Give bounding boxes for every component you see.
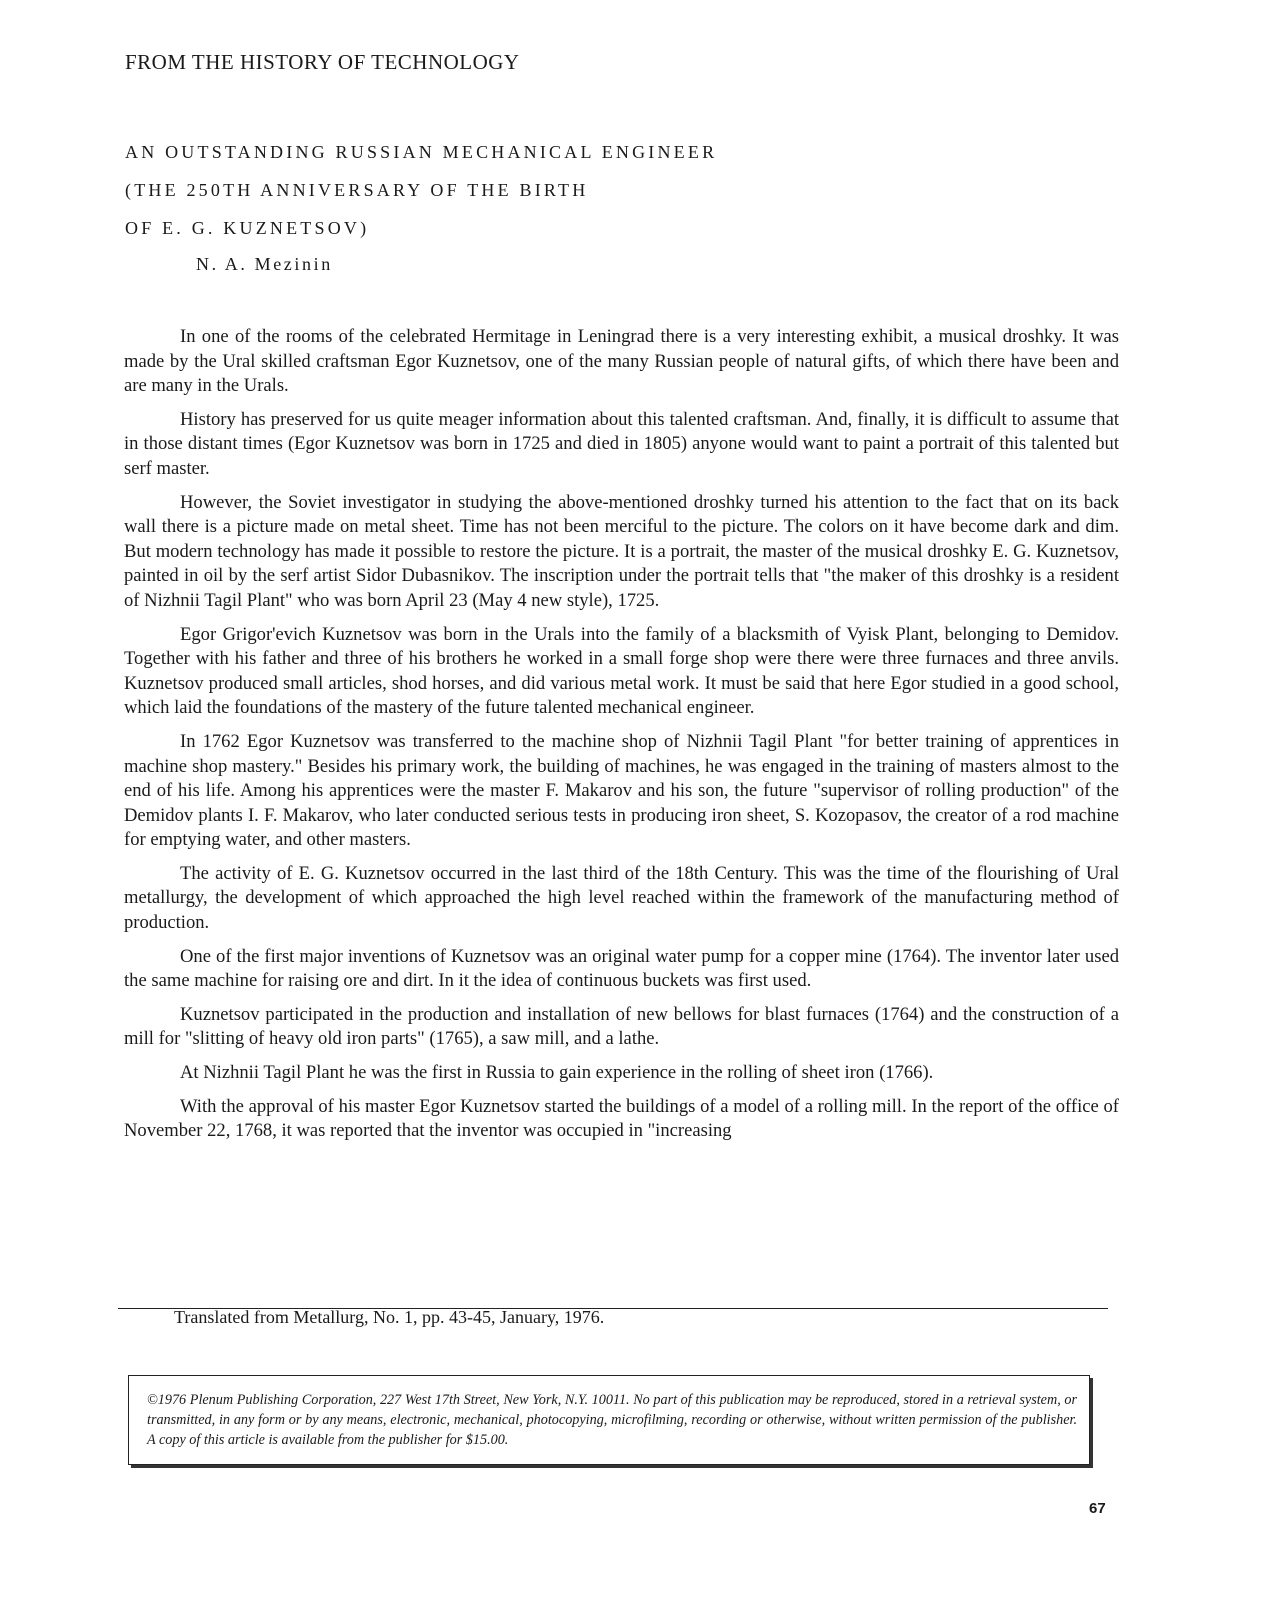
body-paragraph: In 1762 Egor Kuznetsov was transferred to the machine shop of Nizhnii Tagil Plant "for better training of apprentices in machine shop mastery." Besides his primary work, the building of machines, he was engaged in the training of masters almost to the end of his life. Among his apprentices were the master F. Makarov and his son, the future "supervisor of rolling production" of the Demidov plants I. F. Makarov, who later conducted serious tests in producing iron sheet, S. Kozopasov, the creator of a rod machine for emptying water, and other masters. <box>124 730 1119 851</box>
body-paragraph: With the approval of his master Egor Kuznetsov started the buildings of a model of a rolling mill. In the report of the office of November 22, 1768, it was reported that the inventor was occupied in "increasing <box>124 1095 1119 1142</box>
title-line: AN OUTSTANDING RUSSIAN MECHANICAL ENGINEER <box>125 142 718 162</box>
body-paragraph: One of the first major inventions of Kuznetsov was an original water pump for a copper mine (1764). The inventor later used the same machine for raising ore and dirt. In it the idea of continuous buckets was first used. <box>124 945 1119 992</box>
copyright-notice: ©1976 Plenum Publishing Corporation, 227 West 17th Street, New York, N.Y. 10011. No part of this publication may be reproduced, stored in a retrieval system, or transmitted, in any form or by any means, electronic, mechanical, photocopying, microfilming, recording or otherwise, without written permission of the publisher. A copy of this article is available from the publisher for $15.00. <box>147 1392 1077 1448</box>
body-paragraph: However, the Soviet investigator in studying the above-mentioned droshky turned his attention to the fact that on its back wall there is a picture made on metal sheet. Time has not been merciful to the picture. The colors on it have become dark and dim. But modern technology has made it possible to restore the picture. It is a portrait, the master of the musical droshky E. G. Kuznetsov, painted in oil by the serf artist Sidor Dubasnikov. The inscription under the portrait tells that "the maker of this droshky is a resident of Nizhnii Tagil Plant" who was born April 23 (May 4 new style), 1725. <box>124 491 1119 611</box>
body-paragraph: The activity of E. G. Kuznetsov occurred in the last third of the 18th Century. This was the time of the flourishing of Ural metallurgy, the development of which approached the high level reached within the framework of the manufacturing method of production. <box>124 862 1119 934</box>
body-paragraph: History has preserved for us quite meager information about this talented craftsman. And, finally, it is difficult to assume that in those distant times (Egor Kuznetsov was born in 1725 and died in 1805) anyone would want to paint a portrait of this talented but serf master. <box>124 408 1119 479</box>
title-line: (THE 250TH ANNIVERSARY OF THE BIRTH <box>125 180 589 200</box>
section-heading: FROM THE HISTORY OF TECHNOLOGY <box>125 50 520 74</box>
translation-footnote: Translated from Metallurg, No. 1, pp. 43-45, January, 1976. <box>174 1307 605 1327</box>
body-paragraph: Kuznetsov participated in the production and installation of new bellows for blast furnaces (1764) and the construction of a mill for "slitting of heavy old iron parts" (1765), a saw mill, and a lathe. <box>124 1003 1119 1050</box>
copyright-box <box>128 1375 1090 1465</box>
body-paragraph: In one of the rooms of the celebrated Hermitage in Leningrad there is a very interesting exhibit, a musical droshky. It was made by the Ural skilled craftsman Egor Kuznetsov, one of the many Russian people of natural gifts, of which there have been and are many in the Urals. <box>124 326 1119 397</box>
article-body <box>124 325 1119 1153</box>
author-name: N. A. Mezinin <box>196 254 333 274</box>
title-line: OF E. G. KUZNETSOV) <box>125 218 370 238</box>
page-number: 67 <box>1089 1500 1106 1517</box>
article-title <box>125 133 717 247</box>
body-paragraph: At Nizhnii Tagil Plant he was the first in Russia to gain experience in the rolling of sheet iron (1766). <box>180 1062 934 1084</box>
body-paragraph: Egor Grigor'evich Kuznetsov was born in the Urals into the family of a blacksmith of Vyisk Plant, belonging to Demidov. Together with his father and three of his brothers he worked in a small forge shop were there were three furnaces and three anvils. Kuznetsov produced small articles, shod horses, and did various metal work. It must be said that here Egor studied in a good school, which laid the foundations of the mastery of the future talented mechanical engineer. <box>124 623 1119 719</box>
